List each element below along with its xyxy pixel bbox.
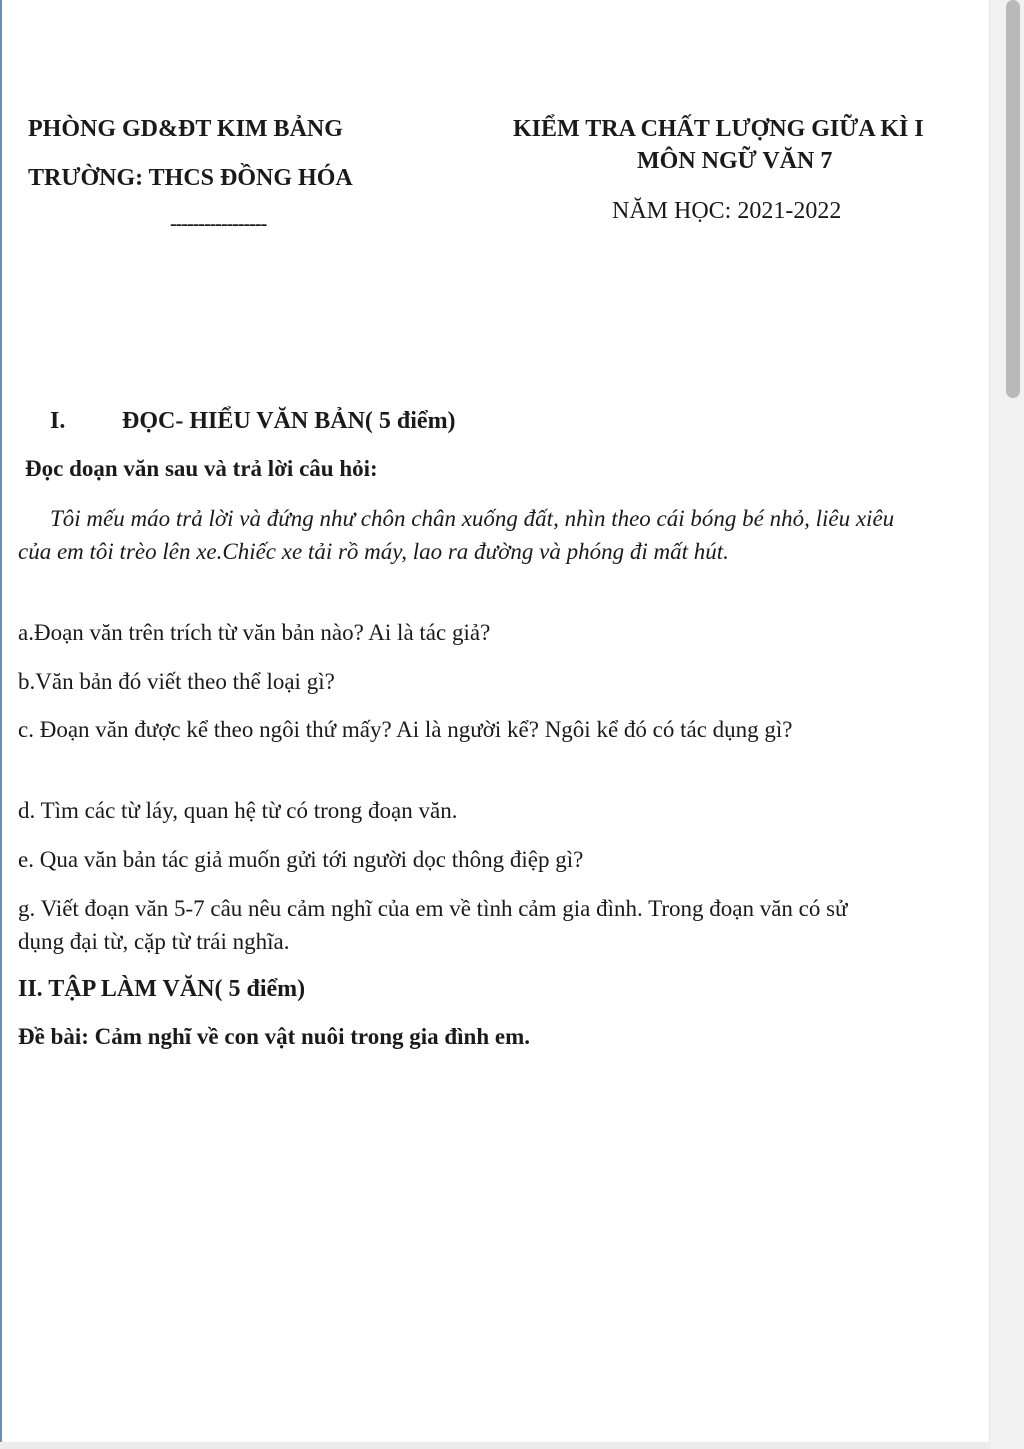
- section1-number: I.: [50, 408, 66, 434]
- reading-instruction: Đọc doạn văn sau và trả lời câu hỏi:: [25, 456, 378, 481]
- question-e: e. Qua văn bản tác giả muốn gửi tới người dọc thông điệp gì?: [18, 847, 584, 872]
- scrollbar-thumb[interactable]: [1006, 0, 1020, 398]
- section2-title: II. TẬP LÀM VĂN( 5 điểm): [18, 976, 306, 1002]
- subject-title: MÔN NGỮ VĂN 7: [637, 148, 833, 174]
- question-c: c. Đoạn văn được kể theo ngôi thứ mấy? Ai là người kể? Ngôi kể đó có tác dụng gì?: [18, 717, 793, 742]
- header-separator: -----------------: [170, 213, 267, 235]
- page-left-edge: [0, 0, 2, 1449]
- department-name: PHÒNG GD&ĐT KIM BẢNG: [28, 116, 343, 142]
- school-name: TRƯỜNG: THCS ĐỒNG HÓA: [28, 165, 353, 191]
- question-a: a.Đoạn văn trên trích từ văn bản nào? Ai là tác giả?: [18, 620, 491, 645]
- vertical-scrollbar[interactable]: [989, 0, 1024, 1449]
- section1-title: ĐỌC- HIỂU VĂN BẢN( 5 điểm): [122, 408, 456, 434]
- question-d: d. Tìm các từ láy, quan hệ từ có trong đoạn văn.: [18, 798, 458, 823]
- school-year: NĂM HỌC: 2021-2022: [612, 198, 842, 224]
- question-g: g. Viết đoạn văn 5-7 câu nêu cảm nghĩ của em về tình cảm gia đình. Trong đoạn văn có sử dụng đại từ, cặp từ trái nghĩa.: [18, 896, 848, 954]
- question-b: b.Văn bản đó viết theo thể loại gì?: [18, 669, 335, 694]
- essay-topic: Đề bài: Cảm nghĩ về con vật nuôi trong gia đình em.: [18, 1024, 531, 1049]
- bottom-edge-bar: [0, 1442, 990, 1449]
- reading-passage: Tôi mếu máo trả lời và đứng như chôn chân xuống đất, nhìn theo cái bóng bé nhỏ, liêu xiêu của em tôi trèo lên xe.Chiếc xe tải rồ máy, lao ra đường và phóng đi mất hút.: [18, 506, 895, 564]
- exam-title: KIỂM TRA CHẤT LƯỢNG GIỮA KÌ I: [513, 116, 924, 142]
